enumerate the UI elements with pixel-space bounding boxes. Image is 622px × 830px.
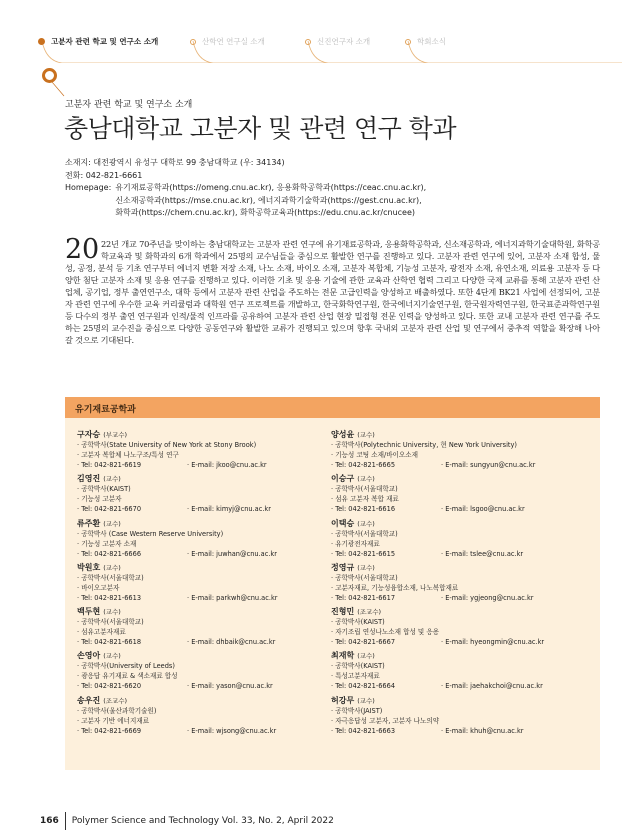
faculty-tel: · Tel: 042-821-6665 — [331, 461, 396, 469]
faculty-tel: · Tel: 042-821-6669 — [77, 726, 142, 735]
faculty-column-left — [77, 430, 327, 740]
faculty-email[interactable]: · E-mail: khuh@cnu.ac.kr — [441, 726, 524, 735]
faculty-tel: · Tel: 042-821-6667 — [331, 638, 396, 647]
faculty-rank: (교수) — [357, 475, 375, 484]
section-subtitle: 고분자 관련 학교 및 연구소 소개 — [65, 100, 193, 110]
faculty-email[interactable]: · E-mail: hyeongmin@cnu.ac.kr — [441, 638, 545, 647]
faculty-degree: · 공학박사(서울대학교) — [77, 618, 144, 627]
faculty-rank: (교수) — [357, 519, 375, 528]
faculty-email[interactable]: · E-mail: lsgoo@cnu.ac.kr — [441, 505, 525, 514]
faculty-tel: · Tel: 042-821-6615 — [331, 549, 396, 558]
nav-dot-icon — [405, 39, 411, 45]
faculty-tel: · Tel: 042-821-6613 — [77, 593, 142, 602]
faculty-field: · 섬유 고분자 복합 재료 — [331, 495, 399, 504]
faculty-rank: (교수) — [357, 431, 375, 439]
faculty-email[interactable]: · E-mail: tslee@cnu.ac.kr — [441, 549, 524, 558]
faculty-name: 구자승 — [77, 430, 101, 439]
faculty-entry — [331, 607, 581, 651]
faculty-degree: · 공학박사(서울대학교) — [331, 573, 398, 582]
faculty-contact — [77, 726, 327, 736]
faculty-name-row — [331, 430, 581, 440]
faculty-contact — [77, 637, 327, 647]
faculty-name-row — [77, 474, 327, 484]
faculty-tel: · Tel: 042-821-6618 — [77, 638, 142, 647]
faculty-degree: · 공학박사(서울대학교) — [331, 485, 398, 494]
faculty-email[interactable]: · E-mail: kimyj@cnu.ac.kr — [187, 505, 271, 514]
faculty-name-row — [77, 696, 327, 706]
faculty-degree: · 공학박사(KAIST) — [331, 618, 385, 627]
faculty-name-row — [77, 651, 327, 661]
section-nav — [0, 33, 622, 63]
faculty-name: 이승구 — [331, 474, 355, 484]
faculty-tel: · Tel: 042-821-6670 — [77, 505, 142, 514]
drop-cap: 20 — [65, 234, 99, 265]
faculty-name-row — [331, 651, 581, 661]
nav-label: 산학연 연구실 소개 — [202, 37, 265, 46]
faculty-name: 허강무 — [331, 695, 355, 705]
faculty-name: 진형민 — [331, 607, 355, 617]
faculty-name-row — [77, 430, 327, 440]
homepage — [65, 182, 426, 220]
faculty-rank: (부교수) — [103, 431, 128, 439]
faculty-email[interactable]: · E-mail: parkwh@cnu.ac.kr — [187, 593, 278, 602]
intro-text: 22년 개교 70주년을 맞이하는 충남대학교는 고분자 관련 연구에 유기재료공학과, 응용화학공학과, 신소재공학과, 에너지과학기술대학원, 화학공학교육과 및 화학과의 6개 학과에서 25명의 교수님들을 중심으로 활발한 연구를 진행하고 있다. 고분자 관련 연구에 있어, 고분자 소재 합성, 물성, 공정, 분석 등 기초 연구부터 에너지 변환 저장 소재, 나노 소재, 바이오 소재, 고분자 복합체, 기능성 고분자, 광전자 소재, 유연소재, 의료용 고분자 등 다양한 첨단 고분자 소재 및 응용 연구를 진행하고 있다. 이러한 기초 및 응용 기술에 관한 교육과 산학연 협력 그리고 다양한 국제 교류를 통해 고분자 관련 산업체, 공기업, 정부 출연연구소, 대학 등에서 고분자 관련 산업을 주도하는 전문 고급인력을 양성하고 배출하였다. 또한 4단계 BK21 사업에 선정되어, 고분자 관련 연구에 우수한 교육 커리큘럼과 대학원 연구 프로젝트를 개발하고, 한국화학연구원, 한국에너지기술연구원, 한국원자력연구원, 한국표준과학연구원 등 다수의 정부 출연 연구원과 인적/물적 인프라를 공유하여 고분자 관련 산업 현장 밀접형 전문 인력을 양성하고 있다. 또한 교내 고분자 관련 연구를 주도하는 25명의 교수진을 중심으로 다양한 공동연구와 활발한 교류가 진행되고 있으며 향후 국내외 고분자 관련 산업 및 연구에서 중추적 역할을 확장해 나아갈 것으로 기대된다. — [65, 239, 600, 345]
faculty-rank: (교수) — [103, 652, 121, 661]
faculty-degree: · 공학박사(JAIST) — [331, 706, 383, 715]
department-box — [65, 397, 600, 770]
faculty-rank: (교수) — [357, 563, 375, 572]
phone: 전화: 042-821-6661 — [65, 170, 143, 180]
faculty-field: · 유기광전자재료 — [331, 539, 380, 548]
faculty-entry — [77, 519, 327, 563]
intro-paragraph — [65, 234, 600, 346]
faculty-entry — [331, 519, 581, 563]
homepage-label: Homepage: — [65, 183, 112, 193]
faculty-entry — [77, 474, 327, 518]
faculty-field: · 섬유고분자재료 — [77, 628, 126, 637]
faculty-name: 김영진 — [77, 474, 101, 484]
faculty-name: 송우진 — [77, 695, 101, 705]
nav-label: 신진연구자 소개 — [317, 37, 371, 46]
faculty-tel: · Tel: 042-821-6664 — [331, 682, 396, 691]
faculty-entry — [331, 430, 581, 474]
faculty-field: · 광응답 유기재료 & 색소재료 합성 — [77, 672, 178, 681]
faculty-rank: (교수) — [103, 563, 121, 572]
nav-item-lab-intro[interactable] — [190, 36, 265, 47]
faculty-field: · 고분자 기반 에너지재료 — [77, 716, 150, 725]
faculty-tel: · Tel: 042-821-6666 — [77, 549, 142, 558]
faculty-contact — [331, 681, 581, 691]
faculty-rank: (교수) — [357, 696, 375, 705]
faculty-name-row — [331, 519, 581, 529]
faculty-tel: · Tel: 042-821-6617 — [331, 593, 396, 602]
faculty-degree: · 공학박사(서울대학교) — [331, 529, 398, 538]
faculty-contact — [331, 460, 581, 470]
faculty-contact — [77, 549, 327, 559]
faculty-field: · 고분자재료, 기능성융합소재, 나노복합재료 — [331, 583, 459, 592]
faculty-rank: (교수) — [357, 652, 375, 661]
nav-label: 고분자 관련 학교 및 연구소 소개 — [51, 37, 159, 46]
faculty-rank: (교수) — [103, 519, 121, 528]
faculty-rank: (교수) — [103, 608, 121, 617]
faculty-degree: · 공학박사(울산과학기술원) — [77, 706, 157, 715]
faculty-field: · 고분자 복합체 나노구조/특성 연구 — [77, 451, 179, 459]
faculty-name: 이택승 — [331, 518, 355, 528]
nav-item-society-news[interactable] — [405, 36, 446, 47]
faculty-name-row — [77, 519, 327, 529]
faculty-rank: (조교수) — [103, 696, 128, 705]
faculty-contact — [331, 593, 581, 603]
faculty-degree: · 공학박사(Polytechnic University, 현 New York University) — [331, 441, 517, 449]
address: 소재지: 대전광역시 유성구 대학로 99 충남대학교 (우: 34134) — [65, 158, 285, 167]
faculty-contact — [331, 726, 581, 736]
faculty-tel: · Tel: 042-821-6619 — [77, 461, 142, 469]
faculty-field: · 특성고분자재료 — [331, 672, 380, 681]
faculty-entry — [331, 563, 581, 607]
faculty-email[interactable]: · E-mail: jaehakchoi@cnu.ac.kr — [441, 682, 543, 691]
faculty-email[interactable]: · E-mail: juwhan@cnu.ac.kr — [187, 549, 277, 558]
faculty-tel: · Tel: 042-821-6616 — [331, 505, 396, 514]
faculty-contact — [77, 681, 327, 691]
faculty-field: · 기능성 고분자 — [77, 495, 122, 504]
faculty-tel: · Tel: 042-821-6620 — [77, 682, 142, 691]
faculty-degree: · 공학박사(State University of New York at Stony Brook) — [77, 441, 257, 449]
faculty-email[interactable]: · E-mail: yason@cnu.ac.kr — [187, 682, 273, 691]
faculty-name: 최재학 — [331, 651, 355, 661]
faculty-name: 백두현 — [77, 607, 101, 617]
faculty-entry — [331, 474, 581, 518]
department-title: 유기재료공학과 — [65, 397, 600, 418]
faculty-rank: (조교수) — [357, 608, 382, 617]
nav-dot-icon — [190, 39, 196, 45]
homepage-links[interactable]: 유기재료공학과(https://omeng.cnu.ac.kr), 응용화학공학과(https://ceac.cnu.ac.kr), — [115, 183, 427, 193]
faculty-contact — [77, 593, 327, 603]
faculty-entry — [77, 563, 327, 607]
faculty-field: · 자기조립 연성나노소재 합성 및 응용 — [331, 628, 440, 637]
faculty-entry — [77, 651, 327, 695]
faculty-degree: · 공학박사(서울대학교) — [77, 573, 144, 582]
nav-item-young-researcher[interactable] — [305, 36, 370, 47]
faculty-name-row — [331, 474, 581, 484]
faculty-degree: · 공학박사(University of Leeds) — [77, 662, 175, 671]
faculty-contact — [77, 460, 327, 470]
faculty-email[interactable]: · E-mail: wjsong@cnu.ac.kr — [187, 726, 277, 735]
faculty-entry — [331, 696, 581, 740]
nav-dot-icon — [38, 38, 45, 45]
page-title: 충남대학교 고분자 및 관련 연구 학과 — [64, 114, 456, 143]
page-footer — [40, 812, 334, 830]
faculty-contact — [331, 549, 581, 559]
nav-dot-icon — [305, 39, 311, 45]
faculty-email[interactable]: · E-mail: dhbaik@cnu.ac.kr — [187, 638, 276, 647]
faculty-degree: · 공학박사(KAIST) — [331, 662, 385, 671]
contact-info — [65, 157, 426, 220]
faculty-email[interactable]: · E-mail: sungyun@cnu.ac.kr — [441, 461, 536, 469]
faculty-entry — [331, 651, 581, 695]
faculty-field: · 기능성 고분자 소재 — [77, 539, 137, 548]
homepage-links[interactable]: 신소재공학과(https://mse.cnu.ac.kr), 에너지과학기술학과(https://gest.cnu.ac.kr), — [115, 195, 422, 205]
faculty-column-right — [331, 430, 581, 740]
nav-label: 학회소식 — [417, 37, 446, 46]
faculty-email[interactable]: · E-mail: jkoo@cnu.ac.kr — [187, 461, 267, 469]
faculty-entry — [77, 607, 327, 651]
faculty-entry — [77, 696, 327, 740]
faculty-field: · 자극응답성 고분자, 고분자 나노의약 — [331, 716, 440, 725]
faculty-name: 양성윤 — [331, 430, 355, 439]
faculty-degree: · 공학박사(KAIST) — [77, 485, 131, 494]
nav-item-school-intro[interactable] — [38, 36, 158, 47]
ring-icon — [42, 68, 57, 83]
faculty-contact — [77, 504, 327, 514]
faculty-name-row — [77, 563, 327, 573]
faculty-name-row — [331, 563, 581, 573]
faculty-rank: (교수) — [103, 475, 121, 484]
faculty-name-row — [77, 607, 327, 617]
faculty-name-row — [331, 607, 581, 617]
page-number: 166 — [40, 812, 66, 830]
homepage-links[interactable]: 화학과(https://chem.cnu.ac.kr), 화학공학교육과(https://edu.cnu.ac.kr/cnucee) — [115, 208, 416, 218]
ring-connector — [52, 82, 66, 98]
faculty-contact — [331, 637, 581, 647]
faculty-degree: · 공학박사 (Case Western Reserve University) — [77, 529, 224, 538]
faculty-name: 정영규 — [331, 562, 355, 572]
faculty-name: 박원호 — [77, 562, 101, 572]
faculty-entry — [77, 430, 327, 474]
journal-info: Polymer Science and Technology Vol. 33, No. 2, April 2022 — [71, 816, 334, 826]
faculty-contact — [331, 504, 581, 514]
faculty-name-row — [331, 696, 581, 706]
faculty-name: 류주환 — [77, 518, 101, 528]
faculty-field: · 바이오고분자 — [77, 583, 120, 592]
faculty-tel: · Tel: 042-821-6663 — [331, 726, 396, 735]
faculty-name: 손영아 — [77, 651, 101, 661]
faculty-field: · 기능성 코팅 소재/바이오소재 — [331, 451, 419, 459]
faculty-email[interactable]: · E-mail: ygjeong@cnu.ac.kr — [441, 593, 534, 602]
